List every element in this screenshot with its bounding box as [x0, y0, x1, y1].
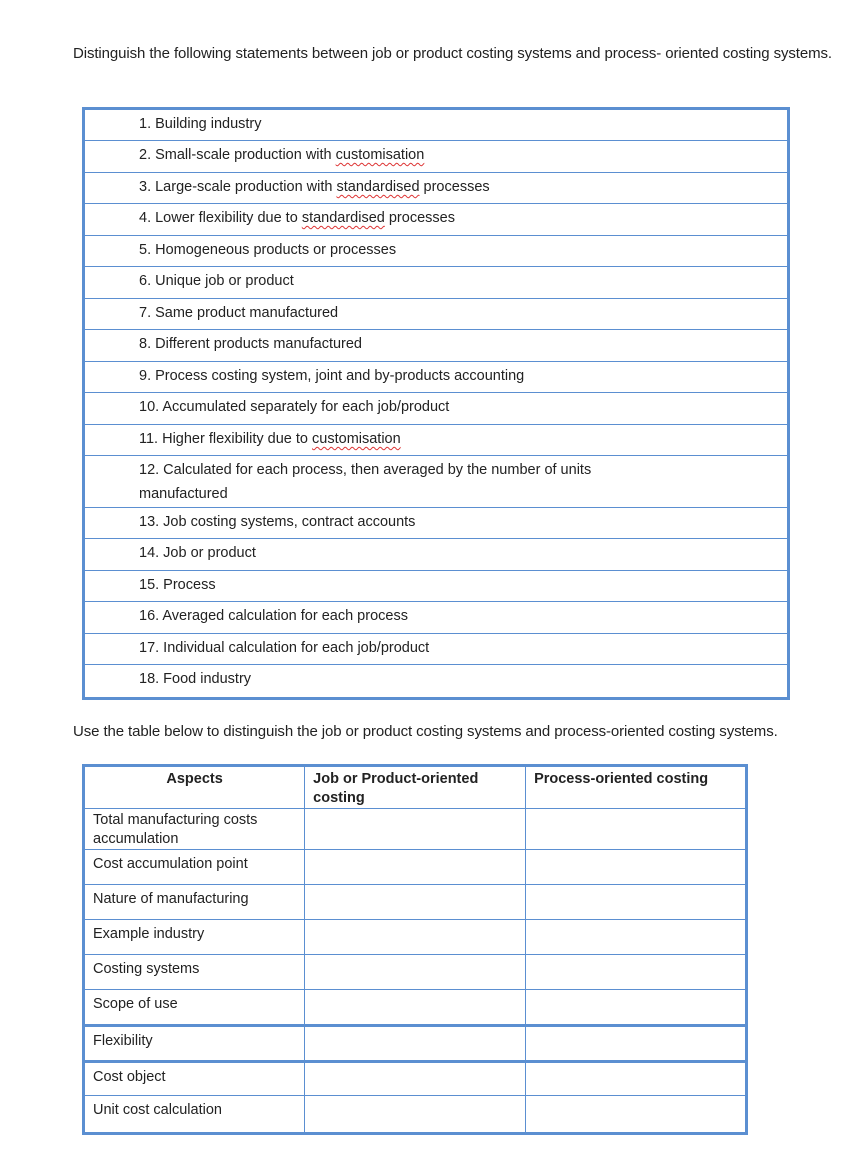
aspect-label: Cost object [84, 1062, 305, 1096]
aspect-label: Cost accumulation point [84, 850, 305, 885]
statement-row [85, 204, 787, 236]
header-job-costing: Job or Product-oriented costing [305, 766, 526, 809]
statement-row [85, 508, 787, 539]
statement-text: 11. Higher flexibility due to customisation [139, 431, 401, 447]
header-aspects: Aspects [84, 766, 305, 809]
statement-text: 2. Small-scale production with customisation [139, 147, 425, 163]
job-costing-cell[interactable] [305, 850, 526, 885]
statement-text: 6. Unique job or product [139, 273, 294, 289]
aspect-label: Scope of use [84, 990, 305, 1026]
aspect-label: Flexibility [84, 1026, 305, 1062]
statement-text: 13. Job costing systems, contract accounts [139, 514, 416, 530]
job-costing-cell[interactable] [305, 920, 526, 955]
statement-row [85, 110, 787, 141]
statement-text: 16. Averaged calculation for each process [139, 608, 408, 624]
comparison-table [82, 764, 748, 1135]
spellcheck-underline: standardised [336, 179, 420, 195]
job-costing-cell[interactable] [305, 955, 526, 990]
aspect-label: Total manufacturing costs accumulation [84, 809, 305, 850]
statement-text: 14. Job or product [139, 545, 256, 561]
job-costing-cell[interactable] [305, 1026, 526, 1062]
statement-row [85, 393, 787, 425]
aspect-label: Costing systems [84, 955, 305, 990]
statement-row [85, 236, 787, 267]
statement-text: 15. Process [139, 577, 216, 593]
process-costing-cell[interactable] [526, 850, 747, 885]
process-costing-cell[interactable] [526, 955, 747, 990]
statement-row [85, 571, 787, 602]
spellcheck-underline: customisation [312, 431, 401, 447]
job-costing-cell[interactable] [305, 990, 526, 1026]
process-costing-cell[interactable] [526, 990, 747, 1026]
statements-table [82, 107, 790, 700]
statement-row [85, 539, 787, 571]
statement-text: 3. Large-scale production with standardised processes [139, 179, 490, 195]
aspect-label: Nature of manufacturing [84, 885, 305, 920]
statement-text: 1. Building industry [139, 116, 262, 132]
intro-paragraph: Distinguish the following statements between job or product costing systems and process- oriented costing systems. [73, 45, 832, 62]
statement-text: 8. Different products manufactured [139, 336, 362, 352]
table-row [84, 1062, 747, 1096]
process-costing-cell[interactable] [526, 1026, 747, 1062]
spellcheck-underline: standardised [301, 210, 385, 226]
table-row [84, 885, 747, 920]
table-row [84, 920, 747, 955]
statement-row [85, 141, 787, 173]
statement-row [85, 299, 787, 330]
statement-row [85, 634, 787, 665]
statement-row [85, 267, 787, 299]
statement-text: 9. Process costing system, joint and by-products accounting [139, 368, 525, 384]
instruction-paragraph: Use the table below to distinguish the job or product costing systems and process-oriented costing systems. [73, 723, 778, 740]
job-costing-cell[interactable] [305, 885, 526, 920]
job-costing-cell[interactable] [305, 809, 526, 850]
job-costing-cell[interactable] [305, 1062, 526, 1096]
process-costing-cell[interactable] [526, 920, 747, 955]
process-costing-cell[interactable] [526, 1096, 747, 1134]
process-costing-cell[interactable] [526, 885, 747, 920]
table-row [84, 1026, 747, 1062]
statement-row [85, 330, 787, 362]
statement-text: 12. Calculated for each process, then averaged by the number of units manufactured [139, 462, 592, 502]
statement-row [85, 173, 787, 204]
statement-text: 10. Accumulated separately for each job/product [139, 399, 450, 415]
statement-text: 5. Homogeneous products or processes [139, 242, 397, 258]
table-row [84, 955, 747, 990]
process-costing-cell[interactable] [526, 809, 747, 850]
statement-row [85, 456, 787, 508]
header-process-costing: Process-oriented costing [526, 766, 747, 809]
table-header-row [84, 766, 747, 809]
statement-text: 4. Lower flexibility due to standardised processes [139, 210, 455, 226]
aspect-label: Example industry [84, 920, 305, 955]
spellcheck-underline: customisation [335, 147, 425, 163]
statement-row [85, 602, 787, 634]
statement-row [85, 425, 787, 456]
statement-text: 7. Same product manufactured [139, 305, 339, 321]
statement-text: 17. Individual calculation for each job/product [139, 640, 430, 656]
job-costing-cell[interactable] [305, 1096, 526, 1134]
statement-text: 18. Food industry [139, 671, 252, 687]
statement-row [85, 362, 787, 393]
table-row [84, 809, 747, 850]
statement-row [85, 665, 787, 697]
process-costing-cell[interactable] [526, 1062, 747, 1096]
table-row [84, 1096, 747, 1134]
aspect-label: Unit cost calculation [84, 1096, 305, 1134]
table-row [84, 850, 747, 885]
table-row [84, 990, 747, 1026]
